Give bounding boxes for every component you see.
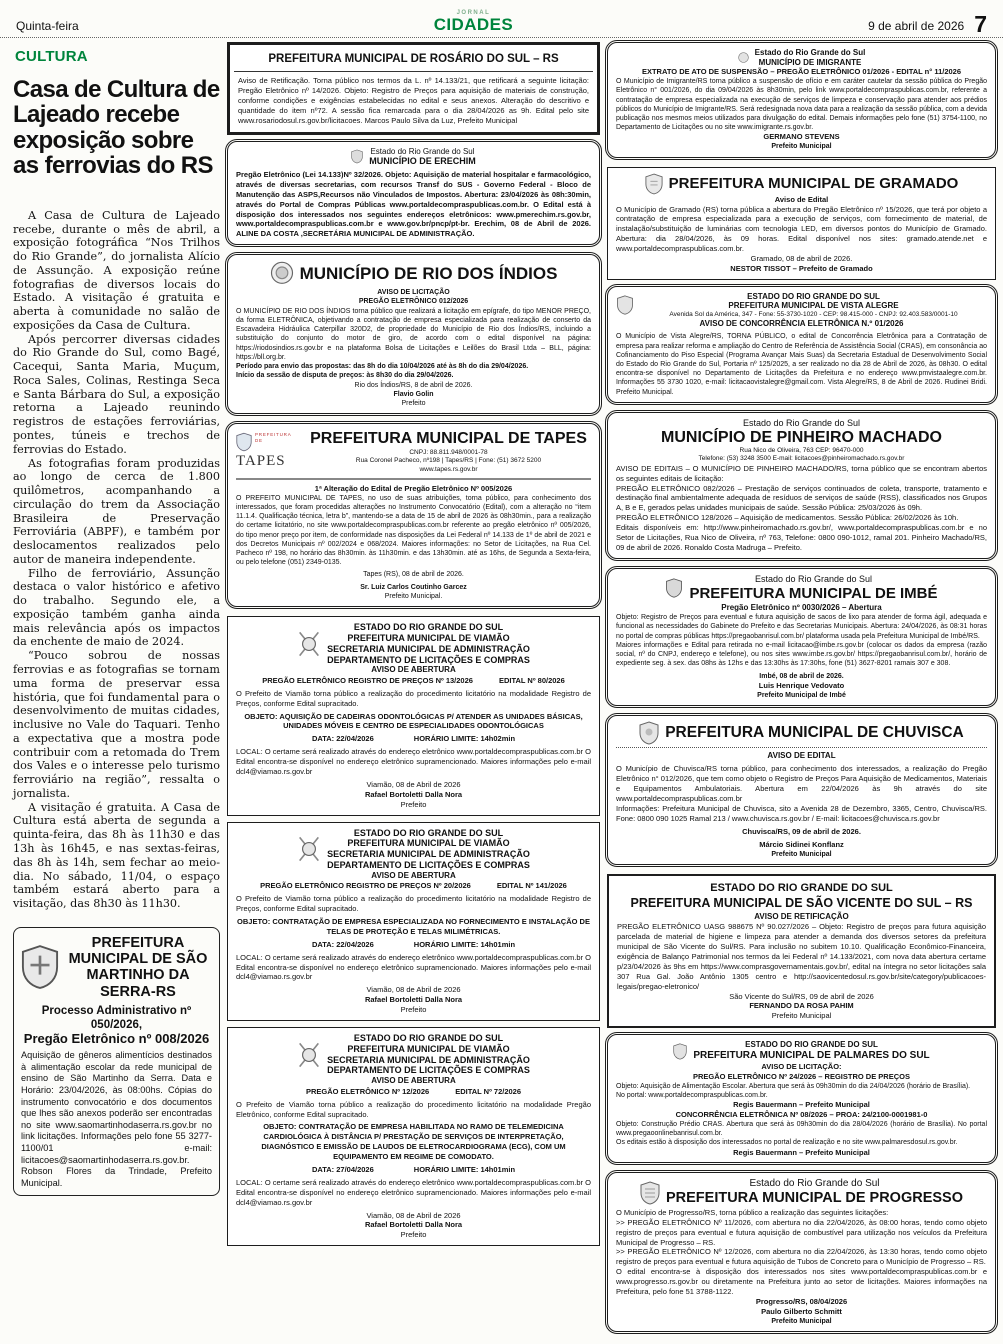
viamao3-data-row xyxy=(236,1165,591,1175)
viamao1-pregao: PREGÃO ELETRÔNICO REGISTRO DE PREÇOS Nº 13/2026 xyxy=(262,675,473,685)
vista-alegre-crest-icon xyxy=(616,295,634,315)
palmares-body-1: Objeto: Aquisição de Alimentação Escolar. Abertura que será às 09h30min do dia 24/04/2026 (horário de Brasília). xyxy=(616,1082,971,1090)
rio-indios-place-date: Rio dos Índios/RS, 8 de abril de 2026. xyxy=(354,381,473,389)
gramado-signer: NESTOR TISSOT – Prefeito de Gramado xyxy=(730,263,873,273)
rio-indios-inicio: Início da sessão de disputa de preços: às 8h30 do dia 29/04/2026. xyxy=(236,372,454,380)
viamao2-local: LOCAL: O certame será realizado através do endereço eletrônico www.portaldecompraspublicas.com.br O Edital encontra-se disponível no endereço eletrônico supramencionado. Maiores informações pelo e-mail dcl4@viamao.rs.gov.br xyxy=(236,952,591,982)
imigrante-city-line: MUNICÍPIO DE IMIGRANTE xyxy=(758,57,862,67)
progresso-crest-icon xyxy=(640,1181,660,1205)
viamao1-h2: PREFEITURA MUNICIPAL DE VIAMÃO xyxy=(347,632,510,643)
palmares-aviso: AVISO DE LICITAÇÃO: xyxy=(761,1061,842,1071)
palmares-pregao: PREGÃO ELETRÔNICO Nº 24/2026 – REGISTRO DE PREÇOS xyxy=(693,1071,910,1081)
imbe-header-text xyxy=(689,574,937,603)
tapes-logo-text: TAPES xyxy=(236,452,286,469)
viamao3-intro: O Prefeito de Viamão torna público a realização do procedimento licitatório na modalidade Pregão Eletrônico, conforme Edital supracitado. xyxy=(236,1099,591,1119)
pinheiro-state-line: Estado do Rio Grande do Sul xyxy=(742,417,861,428)
sao-martinho-crest-icon xyxy=(21,944,59,990)
tapes-logo-small: PREFEITURA DE xyxy=(255,431,292,443)
pinheiro-pregao-128: PREGÃO ELETRÔNICO 128/2026 – Aquisição de medicamentos. Sessão Pública: 26/02/2026 às 10h. xyxy=(616,513,959,523)
column-left xyxy=(13,42,220,1341)
viamao1-data-row xyxy=(236,734,591,744)
viamao1-crest-icon xyxy=(297,630,321,658)
gramado-title: PREFEITURA MUNICIPAL DE GRAMADO xyxy=(668,174,959,192)
imbe-subject: Pregão Eletrônico nº 0030/2026 – Abertura xyxy=(721,602,882,612)
gramado-header xyxy=(616,173,987,195)
viamao1-header xyxy=(236,622,591,665)
viamao1-h3: SECRETARIA MUNICIPAL DE ADMINISTRAÇÃO xyxy=(327,643,530,654)
palmares-header-text xyxy=(693,1040,929,1062)
gramado-aviso: Aviso de Edital xyxy=(774,194,829,204)
chuvisca-body-1: O Município de Chuvisca/RS torna público, para conhecimento dos interessados, a realização do Pregão Eletrônico n° 012/2026, que tem como objeto o Registro de Preços Para Aquisição de Medicamentos, Materiais e Equipamentos Ambulatoriais. Abertura em 22/04/2026 às 9h através do site www.portaldecompraspublicas.com.br xyxy=(616,764,987,804)
viamao1-data: DATA: 22/04/2026 xyxy=(311,734,374,744)
vista-alegre-header xyxy=(616,292,987,319)
imigrante-header-text xyxy=(755,48,866,67)
notice-viamao-20-2026 xyxy=(227,822,600,1021)
notice-vista-alegre xyxy=(607,286,996,403)
article-paragraph: A visitação é gratuita. A Casa de Cultura está aberta de segunda a quinta-feira, das 8h às 11h30 e das 13h às 16h45, e nas sextas-feiras, das 8h às 14h, sem fechar ao meio-dia. No sábado, 11/04, o espaço também estará aberto para a visitação, das 8h30 às 11h30. xyxy=(13,800,220,911)
viamao2-place-date: Viamão, 08 de Abril de 2026 xyxy=(366,985,461,995)
notice-erechim xyxy=(227,141,600,246)
erechim-body: Pregão Eletrônico (Lei 14.133)Nº 32/2026. Objeto: Aquisição de material hospitalar e farmacológico, através de diversas secretarias, com recursos Transf do SUS - Governo Federal - Bloco de Manutenção das ASPS,Recursos não Vinculados de Impostos. Abertura: 23/04/2026 às 08h:30min, através do Portal de Compras Públicas www.portaldecompraspublicas.com.br. O Edital está à disposição dos interessados nos seguintes endereços eletrônicos: www.pmerechim.rs.gov.br, www.portaldecompraspublicas.com.br e www.gov.br/pncp/pt-br. Erechim, 08 de Abril de 2026. ALINE DA COSTA ,SECRETÁRIA MUNICIPAL DE ADMINISTRAÇÃO. xyxy=(236,170,591,239)
sao-vicente-body: PREGÃO ELETRÔNICO UASG 988675 Nº 90.027/2026 – Objeto: Registro de preços para futura aquisição parcelada de material de higiene e limpeza para atender a demanda dos diversos setores da prefeitura municipal de São Vicente do Sul/RS. Para inclusão no subitem 10.10. Qualificação Econômico-Financeira, exigência de Balanço Patrimonial nos termos da lei Federal nº 14.133/2021, com nova data abertura certame p/23/04/2026 às 9hs em https://www.comprasgovernamentais.gov.br/, edital na íntegra no setor licitações sala 307 Rua Gal. João Antônio 1305 centro e http://saovicentedosul.rs.gov.br/site/category/publicacoes-legais/pregao-eletronico/ xyxy=(617,922,986,991)
notice-sao-vicente xyxy=(607,874,996,1028)
viamao3-h3: SECRETARIA MUNICIPAL DE ADMINISTRAÇÃO xyxy=(327,1054,530,1065)
article-paragraph: Após percorrer diversas cidades do Rio Grande do Sul, como Bagé, Cacequi, Santa Maria, Muçum, Roca Sales, Colinas, Restinga Seca e Santa Bárbara do Sul, a exposição retorna a Lajeado reunindo registros de estações ferroviárias, pontes, túneis e trechos de ferrovias do Estado. xyxy=(13,332,220,456)
gramado-crest-icon xyxy=(645,173,663,195)
sao-martinho-title: PREFEITURA MUNICIPAL DE SÃO MARTINHO DA SERRA-RS xyxy=(68,934,208,1000)
notice-pinheiro-machado xyxy=(607,412,996,559)
newspaper-logo-main: CIDADES xyxy=(433,15,514,34)
palmares-body-2: No portal: www.portaldecompraspublicas.com.br. xyxy=(616,1091,768,1099)
section-label: CULTURA xyxy=(15,48,88,65)
viamao3-local: LOCAL: O certame será realizado através do endereço eletrônico www.portaldecompraspublicas.com.br O Edital encontra-se disponível no endereço eletrônico supramencionado. Maiores informações pelo e-mail dcl4@viamao.rs.gov.br xyxy=(236,1177,591,1207)
viamao3-signer-role: Prefeito xyxy=(400,1230,427,1240)
viamao2-crest-icon xyxy=(297,835,321,863)
sao-martinho-body: Aquisição de gêneros alimentícios destinados à alimentação escolar da rede municipal de ensino de São Martinho da Serra. Data e Horário: 23/04/2026, às 08:00hs. Cópias do instrumento convocatório e dos documentos que lhes são anexos poderão ser encontradas no site www.saomartinhodaserra.rs.gov.br no link licitações. Informações pelo fone 55 3277-1100/01 e-mail: licitacoes@saomartinhodaserra.rs.gov.br. Robson Flores da Trindade, Prefeito Municipal. xyxy=(21,1050,212,1188)
tapes-crest-icon xyxy=(236,432,252,452)
viamao3-header-text xyxy=(327,1033,530,1076)
article-headline: Casa de Cultura de Lajeado recebe exposição sobre as ferrovias do RS xyxy=(13,76,220,180)
imigrante-state-line: Estado do Rio Grande do Sul xyxy=(754,48,866,57)
vista-alegre-aviso: AVISO DE CONCORRÊNCIA ELETRÔNICA N.º 01/2026 xyxy=(699,318,904,328)
tapes-cnpj: CNPJ: 88.811.948/0001-78 xyxy=(409,449,488,457)
viamao1-local: LOCAL: O certame será realizado através do endereço eletrônico www.portaldecompraspublicas.com.br O Edital encontra-se disponível no endereço eletrônico supramencionado. Maiores informações pelo e-mail dcl4@viamao.rs.gov.br xyxy=(236,747,591,776)
viamao2-h1: ESTADO DO RIO GRANDE DO SUL xyxy=(353,827,504,838)
viamao2-data: DATA: 22/04/2026 xyxy=(311,939,374,949)
imigrante-signer-role: Prefeito Municipal xyxy=(771,143,832,151)
rosario-title: PREFEITURA MUNICIPAL DE ROSÁRIO DO SUL – RS xyxy=(234,49,593,72)
viamao2-h4: DEPARTAMENTO DE LICITAÇÕES E COMPRAS xyxy=(327,859,530,870)
viamao3-data: DATA: 27/04/2026 xyxy=(311,1164,374,1174)
viamao2-pregao-row xyxy=(236,881,591,891)
progresso-city-line: PREFEITURA MUNICIPAL DE PROGRESSO xyxy=(665,1190,963,1207)
tapes-signer-role: Prefeito Municipal. xyxy=(384,592,443,600)
notice-imbe xyxy=(607,568,996,706)
viamao3-signer: Rafael Bortoletti Dalla Nora xyxy=(364,1220,463,1230)
progresso-intro: O Município de Progresso/RS, torna público a realização das seguintes licitações: xyxy=(616,1207,889,1217)
chuvisca-header xyxy=(616,721,987,748)
viamao3-place-date: Viamão, 08 de Abril de 2026 xyxy=(366,1210,461,1220)
rosario-body: Aviso de Retificação. Torna público nos termos da L. nº 14.133/21, que retificará a seguinte licitação: Pregão Eletrônico nº 14/2026. Objeto: Registro de Preços para aquisição de materiais de construção, conforme condições e exigências estabelecidas no edital e seus anexos. Alteração do descritivo e quantidade do item nº72. A sessão fica remarcada para o dia 28/04/2026 as 9h. Edital pelo site www.rosariodosul.rs.gov.br/licitacoes. Marcos Paulo Silva da Luz, Prefeito Municipal xyxy=(238,76,589,125)
article-paragraph: A Casa de Cultura de Lajeado recebe, durante o mês de abril, a exposição fotográfica “Nos Trilhos do Rio Grande”, do jornalista Alício de Assunção. A exposição reúne fotografias de diversos locais do Estado. A visitação é gratuita e aberta à comunidade no salão de exposições da Casa de Cultura. xyxy=(13,208,220,332)
viamao2-signer: Rafael Bortoletti Dalla Nora xyxy=(364,995,463,1005)
article-paragraph: Filho de ferroviário, Assunção destaca o valor histórico e afetivo do trabalho. Segundo ele, a exposição também ganha ainda mais relevância após os impactos da enchente de maio de 2024. xyxy=(13,566,220,649)
palmares-concorrencia: CONCORRÊNCIA ELETRÔNICA Nº 08/2026 – PROA: 24/2100-0001981-0 xyxy=(675,1109,928,1119)
progresso-header xyxy=(616,1178,987,1207)
erechim-header-text xyxy=(369,147,476,167)
viamao3-h4: DEPARTAMENTO DE LICITAÇÕES E COMPRAS xyxy=(327,1065,530,1076)
notice-palmares xyxy=(607,1034,996,1163)
viamao1-horario: HORÁRIO LIMITE: 14h02min xyxy=(413,734,516,744)
pinheiro-intro: AVISO DE EDITAIS – O MUNICÍPIO DE PINHEIRO MACHADO/RS, torna público que se encontram abertos os seguintes editais de licitação: xyxy=(616,463,987,483)
viamao2-intro: O Prefeito de Viamão torna público a realização do procedimento licitatório na modalidade Registro de Preços, conforme Edital supracitado. xyxy=(236,894,591,914)
rio-indios-header xyxy=(236,260,591,288)
vista-alegre-header-text xyxy=(640,292,987,319)
rio-indios-pregao: PREGÃO ELETRÔNICO 012/2026 xyxy=(358,298,469,306)
masthead xyxy=(0,0,1003,38)
tapes-header xyxy=(236,429,591,479)
viamao3-objeto: OBJETO: CONTRATAÇÃO DE EMPRESA HABILITADA NO RAMO DE TELEMEDICINA CARDIOLÓGICA À DISTÂNCIA P/ PRESTAÇÃO DE SERVIÇOS DE INTERPRETAÇÃO, DIAGNÓSTICO E EMISSÃO DE LAUDOS DE ELETROCARDIOGRAMA (ECG), COM UM EQUIPAMENTO EM REGIME DE COMODATO. xyxy=(261,1122,566,1162)
notice-tapes xyxy=(227,423,600,607)
viamao1-signer-role: Prefeito xyxy=(400,799,427,809)
viamao3-edital: EDITAL Nº 72/2026 xyxy=(455,1086,522,1096)
column-right xyxy=(607,42,996,1341)
viamao2-data-row xyxy=(236,940,591,950)
progresso-header-text xyxy=(666,1178,963,1207)
chuvisca-signer-role: Prefeito Municipal xyxy=(771,850,832,858)
rio-indios-title: MUNICÍPIO DE RIO DOS ÍNDIOS xyxy=(299,264,558,284)
chuvisca-body-2: Informações: Prefeitura Municipal de Chuvisca, sito a Avenida 28 de Dezembro, 3365, Centro, Chuvisca/RS. Fone: 0800 090 1025 Ramal 213 / www.chuvisca.rs.gov.br / E-mail: licitacoes@chuvisca.rs.gov.br xyxy=(616,803,987,823)
progresso-signer-role: Prefeito Municipal xyxy=(771,1317,832,1325)
imigrante-body: O Município de Imigrante/RS torna público a suspensão de ofício e em caráter cautelar da sessão pública do Pregão Eletrônico n° 001/2026, do dia 09/04/2026 às 8h30min, pelo link www.portaldecompraspublicas.com.br, referente a contratação de empresa especializada na execução de serviços de limpeza e conservação para atender aos prédios públicos do Município de Imigrante/RS. Será redesignada nova data para a realização da sessão pública, com a devida publicação nos mesmos meios utilizados para divulgação do edital. Demais informações pelo fone (51) 3754-1100, no Departamento de Licitações ou no site www.imigrante.rs.gov.br. xyxy=(616,78,987,132)
palmares-crest-icon xyxy=(673,1043,687,1060)
sao-vicente-signer-role: Prefeito Municipal xyxy=(771,1011,832,1021)
imigrante-signer: GERMANO STEVENS xyxy=(763,132,840,142)
notice-viamao-12-2026 xyxy=(227,1027,600,1246)
viamao2-header-text xyxy=(327,828,530,871)
viamao3-h1: ESTADO DO RIO GRANDE DO SUL xyxy=(353,1032,504,1043)
viamao3-pregao: PREGÃO ELETRÔNICO Nº 12/2026 xyxy=(305,1086,430,1096)
imbe-body-2: Maiores informações e Edital para retirada no e-mail licitacao@imbe.rs.gov.br (colocar os dados da empresa (razão social, nº do CNPJ, endereço e telefone), ou nos sites www.imbe.rs.gov.br/ https://pregaobanrisul.com.br/, horário de expediente seg. à sex. das 08hs às 12hs e das 13:30hs às 17:30hs, fone (51) 3627-8201 ramais 307 e 308. xyxy=(616,641,987,668)
notice-chuvisca xyxy=(607,715,996,865)
imbe-signer-role: Prefeito Municipal de Imbé xyxy=(757,691,846,699)
viamao1-h1: ESTADO DO RIO GRANDE DO SUL xyxy=(353,622,504,633)
viamao3-h2: PREFEITURA MUNICIPAL DE VIAMÃO xyxy=(347,1043,510,1054)
progresso-editais: O edital encontra-se à disposição dos interessados nos sites www.portaldecompraspublicas.com.br e www.progresso.rs.gov.br ou diretamente na Prefeitura junto ao setor de licitações. Maiores informações na Prefeitura, pelo fone 51 3788-1122. xyxy=(616,1267,987,1296)
viamao1-place-date: Viamão, 08 de Abril de 2026 xyxy=(366,779,461,789)
palmares-body-4: Os editais estão à disposição dos interessados no portal de realização e no site www.palmaresdosul.rs.gov.br. xyxy=(616,1139,958,1147)
viamao1-aviso: AVISO DE ABERTURA xyxy=(371,665,456,675)
chuvisca-place-date: Chuvisca/RS, 09 de abril de 2026. xyxy=(742,826,861,836)
progresso-pregao-11: >> PREGÃO ELETRÔNICO Nº 11/2026, com abertura no dia 22/04/2026, às 08:00 horas, tendo como objeto registro de preços para eventual e futura aquisição de combustível para utilização nos veículos da Prefeitura Municipal de Progresso – RS. xyxy=(616,1217,987,1247)
article-paragraph: As fotografias foram produzidas ao longo de cerca de 1.800 quilômetros, acompanhando a circulação do trem da Associação Brasileira de Preservação Ferroviária (ABPF), e também por deslocamentos realizados pelo autor de maneira independente. xyxy=(13,456,220,566)
imigrante-crest-icon xyxy=(738,51,749,64)
imbe-body-1: Objeto: Registro de Preços para eventual e futura aquisição de sacos de lixo para atender de forma ágil, adequada e funcional as necessidades do Gabinete do Prefeito e das Secretarias Municipais. Abertura: 24/04/2026, às 08:31 horas no portal de compras públicas https://pregaobanrisul.com.br/ plataforma usada pela Prefeitura Municipal de Imbé/RS. xyxy=(616,614,987,640)
notice-rosario-do-sul xyxy=(227,42,600,135)
chuvisca-signer: Márcio Sidinei Konflanz xyxy=(759,839,844,849)
article-body xyxy=(13,209,220,911)
imbe-city-line: PREFEITURA MUNICIPAL DE IMBÉ xyxy=(689,584,938,602)
sao-martinho-header xyxy=(21,935,212,1000)
viamao1-intro: O Prefeito de Viamão torna público a realização do procedimento licitatório na modalidade Registro de Preços, conforme Edital supracitado. xyxy=(236,688,591,708)
pinheiro-editais: Editais disponíveis em: http://www.pinheiromachado.rs.gov.br/, www.portaldecompraspublicas.com.br e no Setor de Licitações, Rua Nico de Oliveira, nº 763, Telefone: 0800 090-1012, ramal 201. Pinheiro Machado/RS, 09 de abril de 2026. Ronaldo Costa Madruga – Prefeito. xyxy=(616,523,987,552)
gramado-body: O Município de Gramado (RS) torna pública a abertura do Pregão Eletrônico nº 15/2026, que terá por objeto a contratação de empresa especializada para a execução de serviços, com fornecimento de material, de instalação/substituição de luminárias com tecnologia LED, em diversos pontos do Município de Gramado. Abertura: dia 28/04/2026, às 09 horas. Edital disponível nos sites: gramado.atende.net e www.portaldecompraspublicas.com.br. xyxy=(616,204,987,254)
erechim-crest-icon xyxy=(351,149,363,164)
viamao3-pregao-row xyxy=(236,1087,591,1097)
viamao2-header xyxy=(236,828,591,871)
chuvisca-title: PREFEITURA MUNICIPAL DE CHUVISCA xyxy=(665,723,964,741)
vista-alegre-body: O Município de Vista Alegre/RS, TORNA PÚBLICO, o edital de Concorrência Eletrônica para a Contratação de empresa para realizar reforma e ampliação do Centro de Referência de Assistência Social (CRAS), em consonância ao Cofinanciamento do Piso Especial (Programa Avançar Mais Suas) da Secretaria Estadual de Desenvolvimento Social do Estado do Rio Grande do Sul, Portaria nº 125/2025, a ser realizado no dia 28 de Abril de 2026, às 08h30. O edital encontra-se disponível no Departamento de Licitações da Prefeitura e no endereço www.pmvistaalegre.com.br. Informações 55 3730 1020, e-mail: licitacaovistalegre@gmail.com. Vista Alegre/RS, 8 de Abril de 2026. Rudinei Bridi. Prefeito Municipal. xyxy=(616,333,987,396)
viamao2-h2: PREFEITURA MUNICIPAL DE VIAMÃO xyxy=(347,838,510,849)
rio-indios-body: O MUNICÍPIO DE RIO DOS ÍNDIOS torna público que realizará a licitação em epígrafe, do tipo MENOR PREÇO, da forma ELETRÔNICA, objetivando a contratação de empresa especializada para realização de conserto da Escavadeira Hidráulica Caterpillar 320D2, de propriedade do Município de Rio dos Índios/RS, incluindo a substituição do conjunto do motor de giro, de acordo com o edital disponível na página: https://riodosindios.rs.gov.br e na plataforma Bolsa de Licitações e Leilões do Brasil Ltda – BLL, página: https://bll.org.br. xyxy=(236,307,591,361)
progresso-place-date: Progresso/RS, 08/04/2026 xyxy=(755,1296,848,1306)
rio-indios-periodo: Período para envio das propostas: das 8h do dia 10/04/2026 até às 8h do dia 29/04/2026. xyxy=(236,363,529,371)
palmares-state-line: ESTADO DO RIO GRANDE DO SUL xyxy=(745,1040,878,1050)
palmares-city-line: PREFEITURA MUNICIPAL DE PALMARES DO SUL xyxy=(693,1049,930,1061)
erechim-state-line: Estado do Rio Grande do Sul xyxy=(370,146,475,156)
palmares-signer-1: Regis Bauermann – Prefeito Municipal xyxy=(733,1100,870,1110)
erechim-header xyxy=(236,147,591,167)
tapes-body: O PREFEITO MUNICIPAL DE TAPES, no uso de suas atribuições, torna público, para conhecimento dos interessados, que foram procedidas alterações no Instrumento Convocatório (Edital), com a alteração no “item 11.1.4. Qualificação técnica, letra b”, mantendo-se a data de 15 de abril de 2026 às 08h30min., para a realização do certame licitatório, no site www.portaldecompraspublicas.com.br referente ao pregão eletrônico nº 005/2026, do tipo menor preço por item, de conformidade nas disposições da Lei Federal nº 14.133 de 1º de abril de 2021 e dos Decretos Municipais nº 002/2024 e 068/2024. Maiores informações: no Setor de Licitações, na Rua Cel. Pacheco nº 198, no horário das 8h30min. às 11h30min. e das 13h30min. até as 16hs, de Segunda a Sexta-feira, ou pelo telefone (051) 2349-0135. xyxy=(236,494,591,567)
tapes-subject: 1ª Alteração do Edital de Pregão Eletrônico Nº 005/2026 xyxy=(314,483,513,493)
tapes-header-text xyxy=(306,429,591,473)
newspaper-logo-top: JORNAL xyxy=(456,10,491,16)
issue-date: 9 de abril de 2026 xyxy=(868,19,965,33)
chuvisca-crest-icon xyxy=(639,721,659,745)
viamao2-signer-role: Prefeito xyxy=(400,1005,427,1015)
tapes-logo xyxy=(236,432,298,472)
sao-vicente-place-date: São Vicente do Sul/RS, 09 de abril de 2026 xyxy=(729,991,874,1001)
viamao2-aviso: AVISO DE ABERTURA xyxy=(371,870,456,880)
page-columns xyxy=(0,38,1003,1341)
palmares-signer-2: Regis Bauermann – Prefeito Municipal xyxy=(733,1147,870,1157)
article-paragraph: “Pouco sobrou de nossas ferrovias e as fotografias se tornam uma forma de preservar essa história, que foi fundamental para o desenvolvimento de muitas cidades, inclusive no Vale do Taquari. Tenho a expectativa que a mostra pode contribuir com a retomada do Trem dos Vales e o interesse pelo turismo ferroviário na região”, ressalta o jornalista. xyxy=(13,649,220,800)
viamao2-edital: EDITAL Nº 141/2026 xyxy=(496,881,567,891)
rio-indios-aviso: AVISO DE LICITAÇÃO xyxy=(377,289,450,297)
viamao2-horario: HORÁRIO LIMITE: 14h01min xyxy=(413,939,516,949)
tapes-address: Rua Coronel Pacheco, nº198 | Tapes/RS | Fone: (51) 3672 5200 xyxy=(355,457,542,465)
weekday-label: Quinta-feira xyxy=(16,19,79,33)
viamao2-objeto: OBJETO: CONTRATAÇÃO DE EMPRESA ESPECIALIZADA NO FORNECIMENTO E INSTALAÇÃO DE TELAS DE PROTEÇÃO E TELAS MILIMÉTRICAS. xyxy=(237,916,590,936)
pinheiro-city-line: MUNICÍPIO DE PINHEIRO MACHADO xyxy=(661,428,942,446)
palmares-header xyxy=(616,1040,987,1062)
notice-progresso xyxy=(607,1172,996,1331)
notice-sao-martinho xyxy=(13,927,220,1197)
imbe-state-line: Estado do Rio Grande do Sul xyxy=(754,573,873,584)
viamao1-header-text xyxy=(327,622,530,665)
notice-imigrante xyxy=(607,42,996,158)
tapes-place-date: Tapes (RS), 08 de abril de 2026. xyxy=(363,571,464,579)
rio-indios-signer: Flavio Golin xyxy=(393,390,434,398)
viamao1-pregao-row xyxy=(236,676,591,686)
gramado-place-date: Gramado, 08 de abril de 2026. xyxy=(750,253,853,263)
tapes-signer: Sr. Luiz Carlos Coutinho Garcez xyxy=(360,583,467,591)
pinheiro-pregao-082: PREGÃO ELETRÔNICO 082/2026 – Prestação de serviços continuados de coleta, transporte, tratamento e destinação final ambientalmente adequada de resíduos de serviços de saúde (RSS), classificados nos Grupos A, B e E, gerados pelas unidades municipais de saúde. Sessão Pública: 25/03/2026 às 09h. xyxy=(616,483,987,513)
viamao3-crest-icon xyxy=(297,1041,321,1069)
pinheiro-phone: Telefone: (53) 3248 3500 E-mail: licitacoes@pinheiromachado.rs.gov.br xyxy=(698,455,905,463)
page-number: 7 xyxy=(974,10,987,37)
vista-alegre-address: Avenida Sol da América, 347 - Fone: 55-3730-1020 - CEP: 98.415-000 - CNPJ: 92.403.583/0001-10 xyxy=(669,310,958,318)
masthead-right xyxy=(868,10,987,37)
progresso-pregao-12: >> PREGÃO ELETRÔNICO Nº 12/2026, com abertura no dia 22/04/2026, às 13:30 horas, tendo como objeto registro de preços para eventual e futura aquisição de Tubos de Concreto para o Município de Progresso – RS. xyxy=(616,1247,987,1267)
viamao3-aviso: AVISO DE ABERTURA xyxy=(371,1076,456,1086)
tapes-site: www.tapes.rs.gov.br xyxy=(419,465,478,473)
viamao1-objeto: OBJETO: AQUISIÇÃO DE CADEIRAS ODONTOLÓGICAS P/ ATENDER AS UNIDADES BÁSICAS, UNIDADES MÓVEIS E CENTRO DE ESPECIALIDADES ODONTOLÓGICAS xyxy=(244,711,583,731)
imigrante-header xyxy=(616,48,987,67)
rio-indios-signer-role: Prefeito xyxy=(401,400,426,408)
newspaper-logo xyxy=(434,10,513,33)
notice-gramado xyxy=(607,167,996,280)
erechim-city-line: MUNICÍPIO DE ERECHIM xyxy=(369,156,476,167)
sao-vicente-signer: FERNANDO DA ROSA PAHIM xyxy=(749,1001,854,1011)
viamao2-h3: SECRETARIA MUNICIPAL DE ADMINISTRAÇÃO xyxy=(327,849,530,860)
sao-vicente-aviso: AVISO DE RETIFICAÇÃO xyxy=(754,911,849,921)
imigrante-subject: EXTRATO DE ATO DE SUSPENSÃO – PREGÃO ELETRÔNICO 01/2026 - EDITAL n° 11/2026 xyxy=(641,67,962,77)
imbe-crest-icon xyxy=(665,578,683,598)
pinheiro-address: Rua Nico de Oliveira, 763 CEP: 96470-000 xyxy=(739,446,864,454)
vista-alegre-city-line: PREFEITURA MUNICIPAL DE VISTA ALEGRE xyxy=(728,301,899,311)
viamao1-h4: DEPARTAMENTO DE LICITAÇÕES E COMPRAS xyxy=(327,654,530,665)
palmares-body-3: Objeto: Construção Prédio CRAS. Abertura que será às 09h30min do dia 28/04/2026 (horário de Brasília). No portal www.pregaoonlinebanrisul.com.br. xyxy=(616,1120,987,1138)
imbe-signer: Luis Henrique Vedovato xyxy=(758,680,845,690)
viamao3-horario: HORÁRIO LIMITE: 14h01min xyxy=(413,1164,516,1174)
viamao3-header xyxy=(236,1033,591,1076)
imbe-place-date: Imbé, 08 de abril de 2026. xyxy=(759,672,844,680)
rio-indios-crest-icon xyxy=(270,260,294,288)
sao-vicente-state-line: ESTADO DO RIO GRANDE DO SUL xyxy=(710,881,893,894)
sao-vicente-city-line: PREFEITURA MUNICIPAL DE SÃO VICENTE DO SUL – RS xyxy=(630,896,973,911)
progresso-signer: Paulo Gilberto Schmitt xyxy=(761,1306,842,1316)
vista-alegre-state-line: ESTADO DO RIO GRANDE DO SUL xyxy=(747,291,880,301)
viamao1-signer: Rafael Bortoletti Dalla Nora xyxy=(364,789,463,799)
notice-rio-dos-indios xyxy=(227,254,600,414)
viamao2-pregao: PREGÃO ELETRÔNICO REGISTRO DE PREÇOS Nº 20/2026 xyxy=(260,881,471,891)
imbe-header xyxy=(616,574,987,603)
chuvisca-aviso: AVISO DE EDITAL xyxy=(767,750,836,760)
tapes-title: PREFEITURA MUNICIPAL DE TAPES xyxy=(310,430,587,448)
notice-viamao-13-2026 xyxy=(227,616,600,815)
sao-martinho-pregao: Pregão Eletrônico nº 008/2026 xyxy=(23,1031,210,1047)
sao-martinho-process: Processo Administrativo nº 050/2026, xyxy=(41,1004,192,1031)
column-middle xyxy=(227,42,600,1341)
progresso-state-line: Estado do Rio Grande do Sul xyxy=(749,1178,880,1190)
viamao1-edital: EDITAL Nº 80/2026 xyxy=(498,675,565,685)
